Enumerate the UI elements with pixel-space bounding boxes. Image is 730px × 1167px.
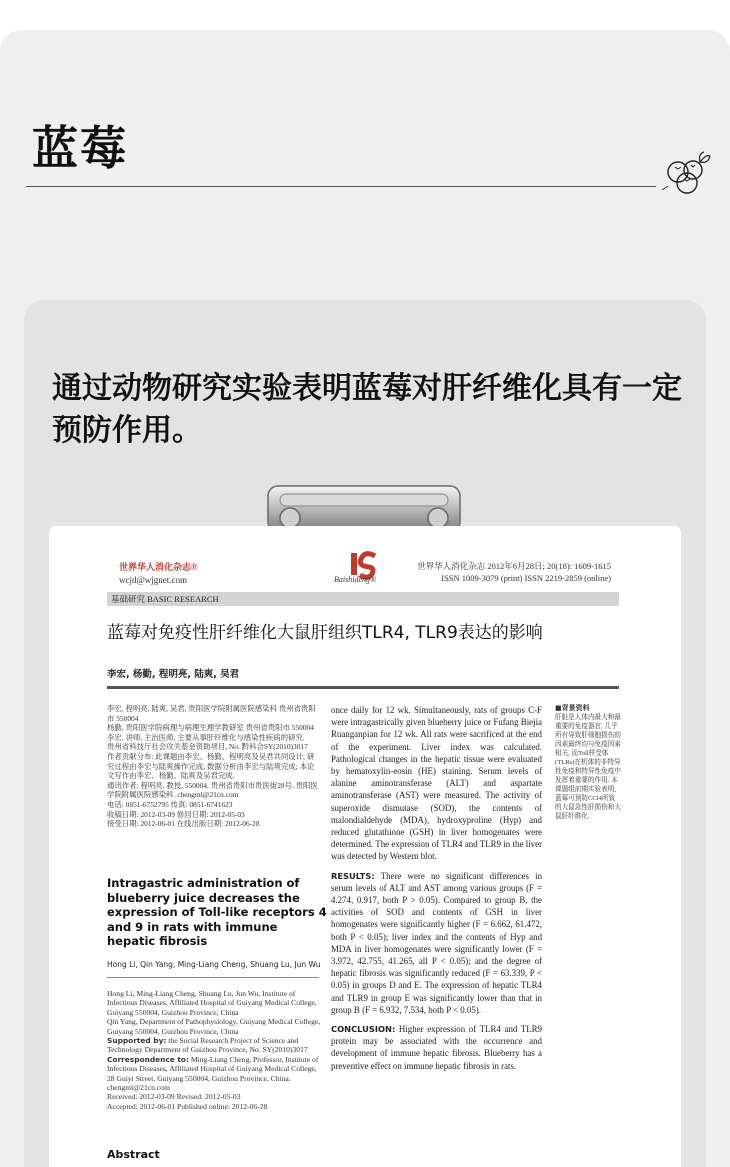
support-label: Supported by: [107, 1036, 167, 1046]
affil-line: 李宏, 讲师, 主治医师, 主要从事肝纤维化与感染性疾病的研究. [107, 732, 305, 742]
affil-line: 贵州省科技厅社会攻关基金资助项目, No. 黔科合SY(2010)3017 [107, 742, 308, 752]
affiliation-2: Qin Yang, Department of Pathophysiology, Guiyang Medical College, Guiyang 550004, Guizhou Province, China [107, 1017, 321, 1036]
corr-text: Ming-Liang Cheng, Professor, Institute of Infectious Diseases, Affiliated Hospital of Guiyang Medical College, 28 Guiyi Street, Guiyang 550004, Guizhou Province, China. chengml@21cn.com [107, 1054, 319, 1093]
accepted-dates: Accepted: 2012-06-01 Published online: 2012-06-28 [107, 1101, 268, 1111]
journal-logo [119, 560, 198, 585]
chinese-authors: 李宏, 杨勤, 程明亮, 陆爽, 吴君 [107, 669, 240, 680]
support-text: the Social Research Project of Science and Technology Department of Guizhou Province, No. SY(2010)3017 [107, 1036, 308, 1055]
conclusion-text: Higher expression of TLR4 and TLR9 protein may be associated with the occurrence and development of immune hepatic fibrosis. Blueberry has a preventive effect on immune hepatic fibrosis in rats. [331, 1024, 542, 1071]
english-title: Intragastric administration of blueberry juice decreases the expression of Toll-like receptors 4 and 9 in rats with immune hepatic fibrosis [107, 876, 327, 948]
conclusion-label: CONCLUSION: [331, 1024, 396, 1035]
affil-line: 杨勤, 贵阳医学院病理与病理生理学教研室 贵州省贵阳市 550004 [107, 723, 314, 733]
journal-url: wcjd@wjgnet.com [119, 575, 188, 585]
issn: ISSN 1009-3079 (print) ISSN 2219-2859 (online) [441, 573, 611, 583]
background-label: ■背景资料 [555, 704, 590, 712]
affil-line: 通讯作者: 程明亮, 教授, 550004, 贵州省贵阳市贵医街28号, 贵阳医学院附属医院感染科. chengml@21cn.com [107, 780, 318, 800]
methods-text: once daily for 12 wk. Simultaneously, rats of groups C-F were intragastrically given blueberry juice or Fufang Biejia Ruanganpian for 12 wk. All rats were sacrificed at the end of the experiment. Liver index was calculated. Pathological changes in the hepatic tissue were evaluated by hematoxylin-eosin (HE) staining. Serum levels of alanine aminotransferase (ALT) and aspartate aminotransferase (AST) were measured. The activity of superoxide dismutase (SOD), the contents of malondialdehyde (MDA), hydroxyproline (Hyp) and reduced glutathione (GSH) in liver homogenates were determined. The expression of TLR4 and TLR9 in the liver was detected by Western blot. [331, 705, 542, 862]
results-paragraph [331, 870, 542, 1016]
affil-line: 电话: 0851-6752795 传真: 0851-6741623 [107, 799, 233, 809]
abstract-body [331, 704, 542, 1079]
headline: 通过动物研究实验表明蓝莓对肝纤维化具有一定预防作用。 [52, 371, 682, 448]
citation: 世界华人消化杂志 2012年6月28日; 20(18): 1609-1615 [417, 561, 611, 571]
affil-line: 作者贡献分布: 此课题由李宏、杨勤、程明亮及吴君共同设计; 研究过程由李宏与陆爽操作完成; 数据分析由李宏与陆爽完成; 本论文写作由李宏、杨勤、陆爽及吴君完成. [107, 751, 315, 781]
chinese-affiliations [107, 704, 321, 829]
english-affiliations [107, 989, 321, 1111]
affiliation-1: Hong Li, Ming-Liang Cheng, Shuang Lu, Jun Wu, Institute of Infectious Diseases, Affiliated Hospital of Guiyang Medical College, Guiyang 550004, Guizhou Province, China [107, 989, 317, 1017]
blueberry-icon [660, 150, 712, 196]
results-label: RESULTS: [331, 870, 375, 881]
conclusion-paragraph [331, 1023, 542, 1072]
citation-info [417, 560, 611, 584]
authors-rule [107, 977, 319, 978]
received-dates: Received: 2012-03-09 Revised: 2012-05-03 [107, 1092, 241, 1102]
section-label: 基础研究 BASIC RESEARCH [107, 592, 619, 606]
affil-line: 收稿日期: 2012-03-09 修回日期: 2012-05-03 [107, 809, 245, 819]
header-rule [107, 686, 619, 689]
correspondence-line [107, 1055, 321, 1093]
results-text: There were no significant differences in serum levels of ALT and AST among various groups (F = 4.274, 0.917, both P > 0.05). Compared to group B, the activities of SOD and contents of GSH in liver homogenates were significantly higher (F = 6.662, 61.472, both P < 0.05); liver index and the contents of Hyp and MDA in liver homogenates were significantly lower (F = 3.972, 42.755, 41.265, all P < 0.05); and the degree of hepatic fibrosis was significantly reduced (F = 63.339, P < 0.05) in groups D and E. The expression of hepatic TLR4 and TLR9 in group E was significantly lower than that in group B (F = 6.932, 7.534, both P < 0.05). [331, 870, 543, 1015]
abstract-heading: Abstract [107, 1148, 160, 1161]
chinese-title: 蓝莓对免疫性肝纤维化大鼠肝组织TLR4, TLR9表达的影响 [107, 623, 543, 643]
affil-line: 李宏, 程明亮, 陆爽, 吴君, 贵阳医学院附属医院感染科 贵州省贵阳市 550004 [107, 704, 316, 723]
journal-logo-text: 世界华人消化杂志® [119, 562, 198, 572]
background-sidebar [555, 704, 621, 821]
english-authors: Hong Li, Qin Yang, Ming-Liang Cheng, Shuang Lu, Jun Wu [107, 960, 321, 969]
publisher-name: Baishideng® [334, 575, 377, 584]
paper-document [49, 526, 681, 1167]
background-text: 肝脏是人体内最大和最重要的免疫器官, 几乎所有导致肝细胞损伤的因素最终均与免疫因素相关, 而Toll样受体(TLRs)在机体的非特异性免疫和特异性免疫中发挥着重要的作用. 本课题组前期实验表明, 蓝莓可预防CCl4所致的大鼠急性肝损伤和大鼠肝纤维化. [555, 714, 621, 820]
page-title: 蓝莓 [32, 121, 128, 175]
title-divider [26, 186, 656, 187]
affil-line: 接受日期: 2012-06-01 在线出版日期: 2012-06-28 [107, 819, 260, 829]
corr-label: Correspondence to: [107, 1054, 189, 1064]
support-line [107, 1036, 321, 1055]
